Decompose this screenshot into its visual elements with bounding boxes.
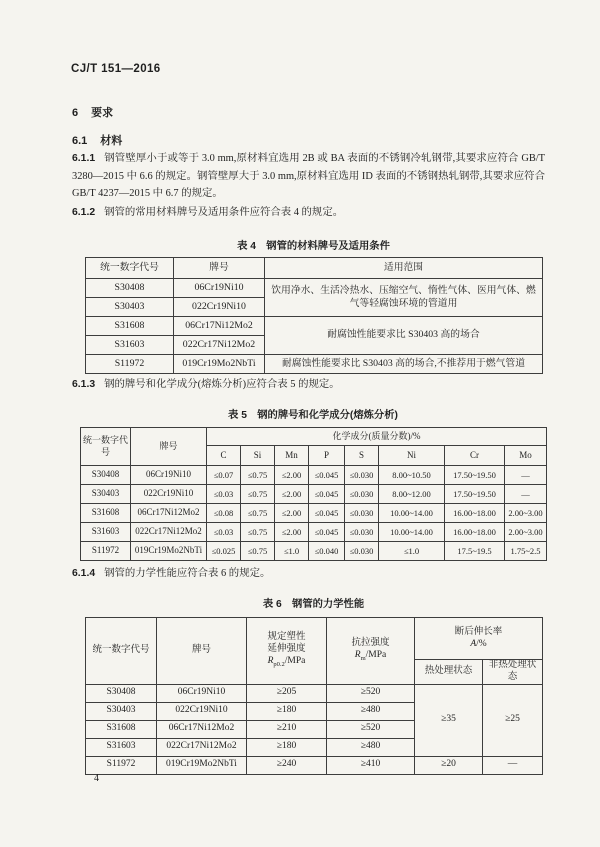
page-number: 4 xyxy=(94,773,99,784)
cell: S30403 xyxy=(81,485,131,504)
symbol-subscript: m xyxy=(360,655,366,663)
cell: ≥25 xyxy=(483,684,543,756)
clause-number: 6.1.1 xyxy=(72,153,96,164)
header-line: 断后伸长率 xyxy=(454,626,503,637)
cell: ≤2.00 xyxy=(275,504,309,523)
cell: 06Cr17Ni12Mo2 xyxy=(174,317,265,336)
header-symbol-line xyxy=(417,639,540,651)
cell: 饮用净水、生活冷热水、压缩空气、惰性气体、医用气体、燃气等轻腐蚀环境的管道用 xyxy=(265,279,543,317)
symbol: R xyxy=(267,656,274,667)
cell: ≤0.030 xyxy=(345,485,379,504)
table-row xyxy=(81,485,547,504)
cell: 耐腐蚀性能要求比 S30403 高的场合 xyxy=(265,317,543,355)
header-line: 抗拉强度 xyxy=(351,638,390,649)
header-cell xyxy=(415,618,543,660)
cell: S30408 xyxy=(81,466,131,485)
cell: 019Cr19Mo2NbTi xyxy=(174,355,265,374)
cell: S30403 xyxy=(86,298,174,317)
table-row xyxy=(86,355,543,374)
table-header-row xyxy=(86,258,543,279)
header-cell: 适用范围 xyxy=(265,258,543,279)
cell: ≤2.00 xyxy=(275,523,309,542)
clause-text: 钢管的力学性能应符合表 6 的规定。 xyxy=(104,568,271,579)
cell: S30408 xyxy=(86,279,174,298)
cell: ≤0.75 xyxy=(241,466,275,485)
cell: ≥520 xyxy=(327,684,415,702)
cell: ≥480 xyxy=(327,702,415,720)
cell: ≤0.08 xyxy=(207,504,241,523)
cell: S30403 xyxy=(86,702,157,720)
doc-number: CJ/T 151—2016 xyxy=(71,63,161,75)
cell: 2.00~3.00 xyxy=(505,523,547,542)
cell: 17.5~19.5 xyxy=(445,542,505,561)
section-heading-6-1 xyxy=(72,132,122,148)
cell: 019Cr19Mo2NbTi xyxy=(131,542,207,561)
cell: ≤0.03 xyxy=(207,485,241,504)
cell: 022Cr17Ni12Mo2 xyxy=(131,523,207,542)
table-4-material-grades xyxy=(85,257,543,374)
cell: ≥410 xyxy=(327,756,415,774)
header-cell: P xyxy=(309,446,345,466)
table-row xyxy=(81,542,547,561)
cell: 17.50~19.50 xyxy=(445,485,505,504)
cell: S31603 xyxy=(81,523,131,542)
section-title: 材料 xyxy=(100,135,123,147)
cell: ≥20 xyxy=(415,756,483,774)
cell: 10.00~14.00 xyxy=(379,504,445,523)
cell: S31603 xyxy=(86,336,174,355)
table-5-caption: 表 5 钢的牌号和化学成分(熔炼分析) xyxy=(228,410,398,421)
cell: 022Cr19Ni10 xyxy=(131,485,207,504)
cell: 16.00~18.00 xyxy=(445,504,505,523)
header-cell: 统一数字代号 xyxy=(81,428,131,466)
cell: ≥180 xyxy=(247,702,327,720)
cell: S31608 xyxy=(81,504,131,523)
cell: S31608 xyxy=(86,317,174,336)
section-number: 6.1 xyxy=(72,135,88,147)
header-line: 规定塑性 xyxy=(267,632,306,643)
table-row xyxy=(86,756,543,774)
table-6-mechanical-properties xyxy=(85,617,543,775)
cell: 1.75~2.5 xyxy=(505,542,547,561)
header-cell: S xyxy=(345,446,379,466)
header-cell xyxy=(327,618,415,685)
clause-text: 钢管的常用材料牌号及适用条件应符合表 4 的规定。 xyxy=(104,207,344,218)
cell: ≤0.045 xyxy=(309,523,345,542)
clause-number: 6.1.3 xyxy=(72,379,96,390)
table-row xyxy=(86,317,543,336)
cell: 16.00~18.00 xyxy=(445,523,505,542)
clause-text: 钢管壁厚小于或等于 3.0 mm,原材料宜选用 2B 或 BA 表面的不锈钢冷轧钢带,其要求应符合 GB/T 3280—2015 中 6.6 的规定。钢管壁厚大于 3.0 mm,原材料宜选用 ID 表面的不锈钢热轧钢带,其要求应符合 GB/T 4237—2015 中 6.7 的规定。 xyxy=(72,153,545,200)
section-heading-6 xyxy=(72,104,113,120)
cell: 022Cr17Ni12Mo2 xyxy=(174,336,265,355)
cell: ≤2.00 xyxy=(275,466,309,485)
table-row xyxy=(86,684,543,702)
header-cell: 统一数字代号 xyxy=(86,618,157,685)
cell: ≤1.0 xyxy=(275,542,309,561)
header-cell: 统一数字代号 xyxy=(86,258,174,279)
cell: 06Cr19Ni10 xyxy=(174,279,265,298)
cell: S31608 xyxy=(86,720,157,738)
header-cell: Cr xyxy=(445,446,505,466)
header-cell: Mo xyxy=(505,446,547,466)
cell: 10.00~14.00 xyxy=(379,523,445,542)
cell: ≤0.75 xyxy=(241,542,275,561)
header-cell: 化学成分(质量分数)/% xyxy=(207,428,547,446)
header-cell: 牌号 xyxy=(174,258,265,279)
header-cell: Mn xyxy=(275,446,309,466)
cell: ≤0.045 xyxy=(309,466,345,485)
cell: ≥205 xyxy=(247,684,327,702)
cell: ≤0.07 xyxy=(207,466,241,485)
table-6-caption: 表 6 钢管的力学性能 xyxy=(262,599,365,610)
unit: /MPa xyxy=(365,650,387,661)
header-cell: Si xyxy=(241,446,275,466)
clause-text: 钢的牌号和化学成分(熔炼分析)应符合表 5 的规定。 xyxy=(104,379,340,390)
table-row xyxy=(86,279,543,298)
cell: ≤0.030 xyxy=(345,504,379,523)
header-symbol-line xyxy=(329,650,412,663)
symbol-subscript: p0.2 xyxy=(273,661,285,669)
cell: S11972 xyxy=(81,542,131,561)
section-title: 要求 xyxy=(91,107,114,119)
header-cell: Ni xyxy=(379,446,445,466)
cell: 06Cr19Ni10 xyxy=(157,684,247,702)
section-number: 6 xyxy=(72,107,79,119)
cell: ≤1.0 xyxy=(379,542,445,561)
cell: ≥520 xyxy=(327,720,415,738)
cell: 019Cr19Mo2NbTi xyxy=(157,756,247,774)
cell: ≤0.030 xyxy=(345,542,379,561)
table-5-chemical-composition xyxy=(80,427,547,561)
cell: S31603 xyxy=(86,738,157,756)
cell: ≤0.025 xyxy=(207,542,241,561)
cell: ≥180 xyxy=(247,738,327,756)
table-header-row xyxy=(86,618,543,660)
header-line: 延伸强度 xyxy=(267,644,306,655)
clause-6-1-2 xyxy=(72,204,545,222)
cell: ≤0.75 xyxy=(241,523,275,542)
cell: ≤0.75 xyxy=(241,504,275,523)
clause-6-1-3 xyxy=(72,376,545,394)
cell: 06Cr17Ni12Mo2 xyxy=(157,720,247,738)
clause-6-1-4 xyxy=(72,565,545,583)
cell: 022Cr19Ni10 xyxy=(157,702,247,720)
table-row xyxy=(81,523,547,542)
cell: ≤2.00 xyxy=(275,485,309,504)
header-cell xyxy=(247,618,327,685)
clause-6-1-1 xyxy=(72,150,545,203)
cell: 8.00~10.50 xyxy=(379,466,445,485)
header-cell: 非热处理状态 xyxy=(483,660,543,685)
unit: /% xyxy=(476,638,487,649)
cell: ≤0.030 xyxy=(345,523,379,542)
header-cell: 热处理状态 xyxy=(415,660,483,685)
cell: 8.00~12.00 xyxy=(379,485,445,504)
cell: ≥240 xyxy=(247,756,327,774)
cell: ≤0.040 xyxy=(309,542,345,561)
cell: 06Cr19Ni10 xyxy=(131,466,207,485)
header-cell: 牌号 xyxy=(131,428,207,466)
unit: /MPa xyxy=(284,656,306,667)
symbol: A xyxy=(470,638,477,649)
cell: S11972 xyxy=(86,756,157,774)
header-symbol-line xyxy=(249,656,324,669)
cell: — xyxy=(505,485,547,504)
cell: ≤0.045 xyxy=(309,485,345,504)
cell: 022Cr17Ni12Mo2 xyxy=(157,738,247,756)
cell: — xyxy=(505,466,547,485)
cell: 2.00~3.00 xyxy=(505,504,547,523)
table-row xyxy=(81,504,547,523)
cell: 17.50~19.50 xyxy=(445,466,505,485)
cell: ≤0.045 xyxy=(309,504,345,523)
cell: 耐腐蚀性能要求比 S30403 高的场合,不推荐用于燃气管道 xyxy=(265,355,543,374)
cell: S11972 xyxy=(86,355,174,374)
cell: ≤0.75 xyxy=(241,485,275,504)
symbol: R xyxy=(354,650,361,661)
header-cell: C xyxy=(207,446,241,466)
table-4-caption: 表 4 钢管的材料牌号及适用条件 xyxy=(237,241,390,252)
cell: ≥480 xyxy=(327,738,415,756)
cell: ≥35 xyxy=(415,684,483,756)
cell: 06Cr17Ni12Mo2 xyxy=(131,504,207,523)
header-cell: 牌号 xyxy=(157,618,247,685)
table-row xyxy=(81,466,547,485)
cell: ≤0.03 xyxy=(207,523,241,542)
cell: — xyxy=(483,756,543,774)
cell: 022Cr19Ni10 xyxy=(174,298,265,317)
cell: ≥210 xyxy=(247,720,327,738)
cell: ≤0.030 xyxy=(345,466,379,485)
clause-number: 6.1.2 xyxy=(72,207,96,218)
clause-number: 6.1.4 xyxy=(72,568,96,579)
cell: S30408 xyxy=(86,684,157,702)
table-header-row xyxy=(81,428,547,446)
